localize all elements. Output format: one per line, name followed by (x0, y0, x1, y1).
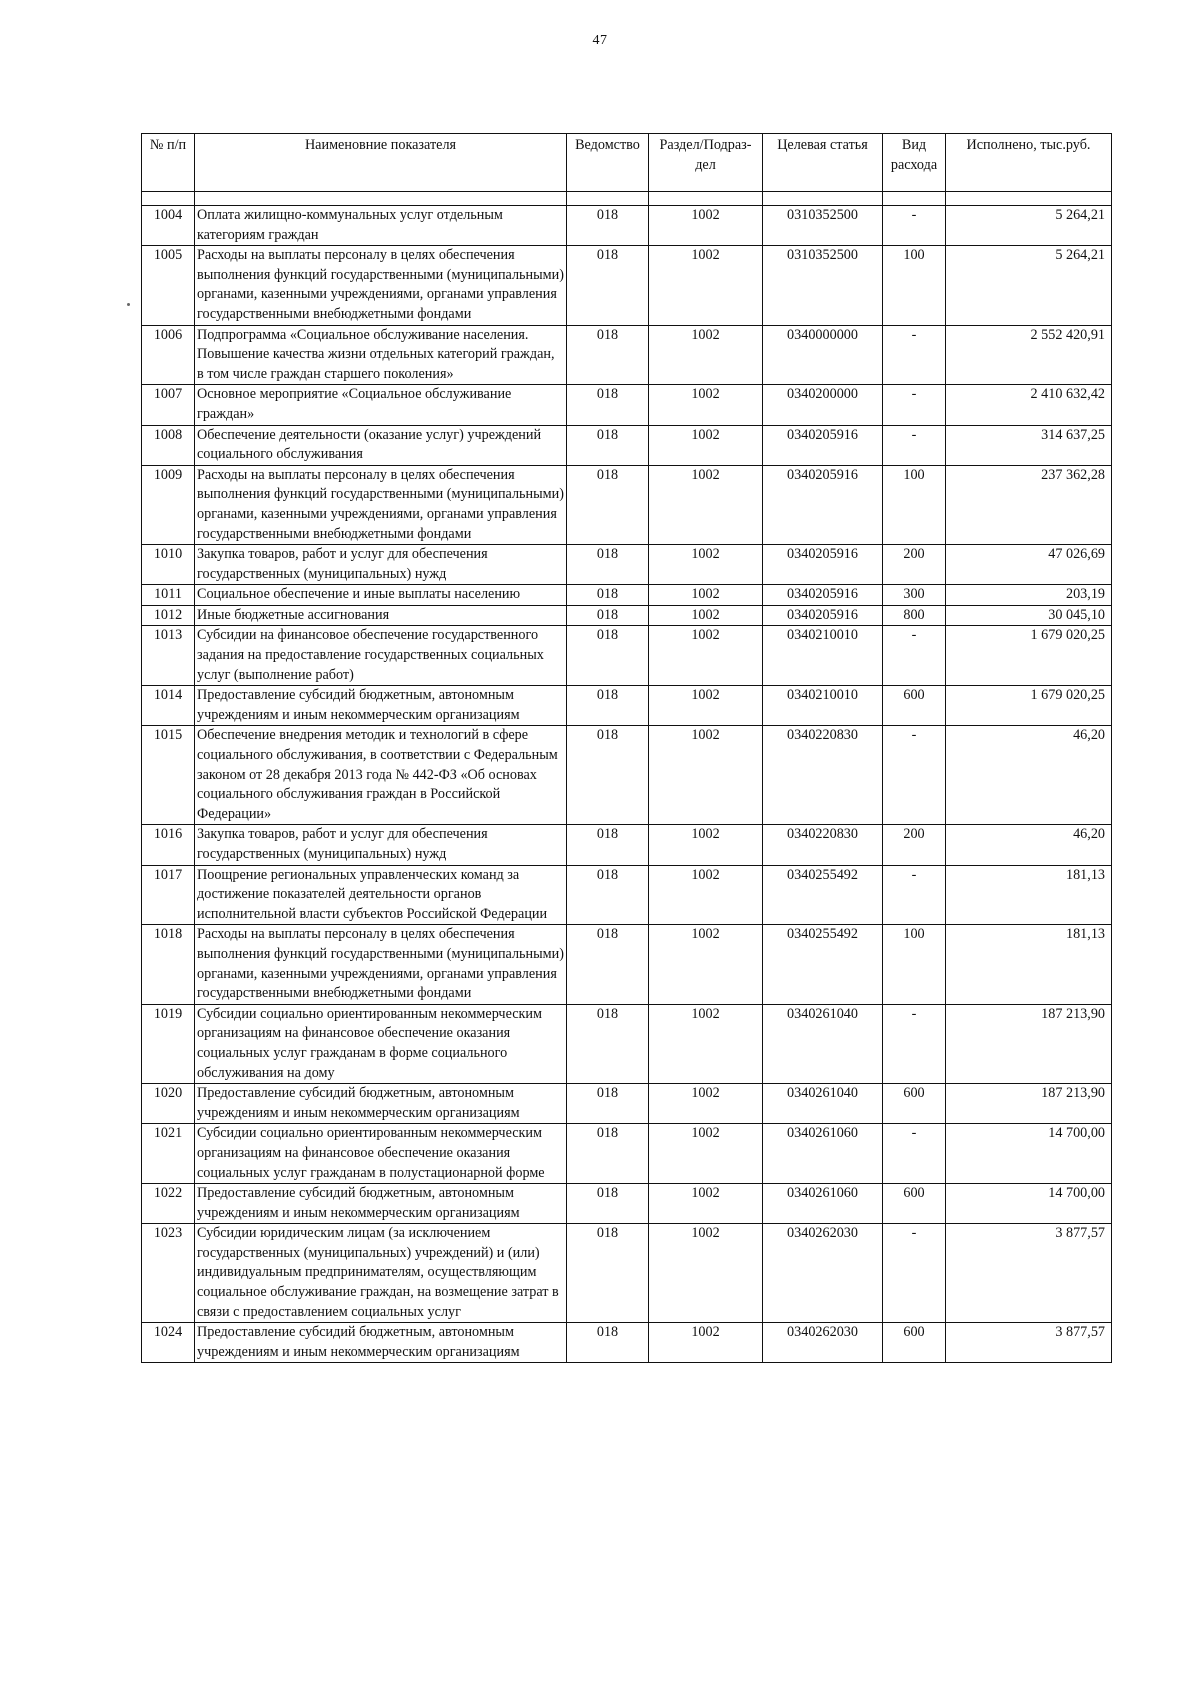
row-number: 1023 (142, 1224, 195, 1323)
row-amount: 46,20 (946, 726, 1112, 825)
row-number: 1024 (142, 1323, 195, 1363)
row-article: 0340210010 (763, 626, 883, 686)
header-section: Раздел/Подраз-дел (649, 134, 763, 192)
row-type: - (883, 385, 946, 425)
row-dept: 018 (567, 1224, 649, 1323)
row-name: Расходы на выплаты персоналу в целях обеспечения выполнения функций государственными (муниципальными) органами, казенными учреждениями, органами управления государственными внебюджетными фондами (195, 465, 567, 544)
header-dept: Ведомство (567, 134, 649, 192)
row-section: 1002 (649, 1004, 763, 1083)
row-section: 1002 (649, 825, 763, 865)
row-dept: 018 (567, 726, 649, 825)
table-row (142, 925, 1112, 1004)
row-number: 1009 (142, 465, 195, 544)
row-section: 1002 (649, 1084, 763, 1124)
table-body (142, 206, 1112, 1363)
row-dept: 018 (567, 425, 649, 465)
table-row (142, 425, 1112, 465)
row-amount: 187 213,90 (946, 1004, 1112, 1083)
table-row (142, 1124, 1112, 1184)
row-amount: 2 410 632,42 (946, 385, 1112, 425)
row-article: 0340205916 (763, 545, 883, 585)
row-type: 100 (883, 925, 946, 1004)
row-type: 600 (883, 1184, 946, 1224)
row-article: 0340205916 (763, 465, 883, 544)
row-article: 0340205916 (763, 605, 883, 626)
row-name: Закупка товаров, работ и услуг для обеспечения государственных (муниципальных) нужд (195, 545, 567, 585)
row-amount: 46,20 (946, 825, 1112, 865)
row-number: 1004 (142, 206, 195, 246)
row-amount: 181,13 (946, 865, 1112, 925)
row-number: 1022 (142, 1184, 195, 1224)
row-amount: 5 264,21 (946, 206, 1112, 246)
header-no: № п/п (142, 134, 195, 192)
row-name: Предоставление субсидий бюджетным, автономным учреждениям и иным некоммерческим организациям (195, 686, 567, 726)
row-article: 0340262030 (763, 1224, 883, 1323)
row-amount: 14 700,00 (946, 1124, 1112, 1184)
table-row (142, 686, 1112, 726)
row-name: Поощрение региональных управленческих команд за достижение показателей деятельности органов исполнительной власти субъектов Российской Федерации (195, 865, 567, 925)
row-section: 1002 (649, 925, 763, 1004)
row-article: 0340210010 (763, 686, 883, 726)
table-row (142, 1004, 1112, 1083)
row-amount: 187 213,90 (946, 1084, 1112, 1124)
row-amount: 3 877,57 (946, 1224, 1112, 1323)
table-row (142, 325, 1112, 385)
row-type: - (883, 1124, 946, 1184)
table-row (142, 465, 1112, 544)
table-row (142, 246, 1112, 325)
table-header-row (142, 134, 1112, 192)
row-number: 1005 (142, 246, 195, 325)
row-amount: 237 362,28 (946, 465, 1112, 544)
row-number: 1011 (142, 585, 195, 606)
row-dept: 018 (567, 325, 649, 385)
row-type: 600 (883, 686, 946, 726)
row-name: Обеспечение деятельности (оказание услуг) учреждений социального обслуживания (195, 425, 567, 465)
row-dept: 018 (567, 1124, 649, 1184)
header-type: Вид расхода (883, 134, 946, 192)
table-row (142, 626, 1112, 686)
row-dept: 018 (567, 465, 649, 544)
header-article: Целевая статья (763, 134, 883, 192)
table-row (142, 1323, 1112, 1363)
expenditure-table (141, 133, 1112, 1363)
row-number: 1012 (142, 605, 195, 626)
row-dept: 018 (567, 825, 649, 865)
row-type: 600 (883, 1323, 946, 1363)
row-name: Закупка товаров, работ и услуг для обеспечения государственных (муниципальных) нужд (195, 825, 567, 865)
row-section: 1002 (649, 385, 763, 425)
row-number: 1020 (142, 1084, 195, 1124)
table-row (142, 1184, 1112, 1224)
row-dept: 018 (567, 686, 649, 726)
row-section: 1002 (649, 545, 763, 585)
row-amount: 14 700,00 (946, 1184, 1112, 1224)
row-type: - (883, 1004, 946, 1083)
row-amount: 181,13 (946, 925, 1112, 1004)
row-dept: 018 (567, 626, 649, 686)
row-amount: 314 637,25 (946, 425, 1112, 465)
row-name: Субсидии на финансовое обеспечение государственного задания на предоставление государственных социальных услуг (выполнение работ) (195, 626, 567, 686)
row-type: - (883, 626, 946, 686)
row-section: 1002 (649, 325, 763, 385)
row-article: 0340255492 (763, 865, 883, 925)
row-number: 1008 (142, 425, 195, 465)
row-number: 1016 (142, 825, 195, 865)
row-type: 800 (883, 605, 946, 626)
row-dept: 018 (567, 385, 649, 425)
row-type: - (883, 726, 946, 825)
row-article: 0340205916 (763, 585, 883, 606)
row-number: 1017 (142, 865, 195, 925)
row-section: 1002 (649, 686, 763, 726)
row-number: 1015 (142, 726, 195, 825)
row-article: 0340261040 (763, 1084, 883, 1124)
row-dept: 018 (567, 605, 649, 626)
row-dept: 018 (567, 545, 649, 585)
row-name: Субсидии социально ориентированным некоммерческим организациям на финансовое обеспечение оказания социальных услуг гражданам в полустационарной форме (195, 1124, 567, 1184)
row-section: 1002 (649, 246, 763, 325)
table-row (142, 726, 1112, 825)
row-article: 0340255492 (763, 925, 883, 1004)
table-row (142, 825, 1112, 865)
row-number: 1007 (142, 385, 195, 425)
row-number: 1021 (142, 1124, 195, 1184)
row-number: 1013 (142, 626, 195, 686)
row-section: 1002 (649, 1124, 763, 1184)
row-section: 1002 (649, 206, 763, 246)
row-type: 300 (883, 585, 946, 606)
table-row (142, 1224, 1112, 1323)
page-number: 47 (592, 33, 608, 48)
row-dept: 018 (567, 925, 649, 1004)
row-article: 0340261060 (763, 1184, 883, 1224)
row-name: Подпрограмма «Социальное обслуживание населения. Повышение качества жизни отдельных категорий граждан, в том числе граждан старшего поколения» (195, 325, 567, 385)
row-number: 1014 (142, 686, 195, 726)
row-name: Оплата жилищно-коммунальных услуг отдельным категориям граждан (195, 206, 567, 246)
row-type: - (883, 425, 946, 465)
row-name: Социальное обеспечение и иные выплаты населению (195, 585, 567, 606)
row-amount: 203,19 (946, 585, 1112, 606)
row-type: 600 (883, 1084, 946, 1124)
header-amount: Исполнено, тыс.руб. (946, 134, 1112, 192)
row-name: Расходы на выплаты персоналу в целях обеспечения выполнения функций государственными (муниципальными) органами, казенными учреждениями, органами управления государственными внебюджетными фондами (195, 246, 567, 325)
row-number: 1010 (142, 545, 195, 585)
row-type: - (883, 325, 946, 385)
row-article: 0340261040 (763, 1004, 883, 1083)
row-dept: 018 (567, 206, 649, 246)
row-section: 1002 (649, 585, 763, 606)
table-row (142, 605, 1112, 626)
row-article: 0340200000 (763, 385, 883, 425)
row-dept: 018 (567, 246, 649, 325)
row-name: Предоставление субсидий бюджетным, автономным учреждениям и иным некоммерческим организациям (195, 1084, 567, 1124)
row-dept: 018 (567, 585, 649, 606)
table-row (142, 1084, 1112, 1124)
row-article: 0340261060 (763, 1124, 883, 1184)
row-section: 1002 (649, 425, 763, 465)
row-article: 0340220830 (763, 825, 883, 865)
row-article: 0340220830 (763, 726, 883, 825)
row-type: - (883, 206, 946, 246)
row-section: 1002 (649, 626, 763, 686)
row-dept: 018 (567, 1084, 649, 1124)
row-section: 1002 (649, 1323, 763, 1363)
row-section: 1002 (649, 1184, 763, 1224)
row-section: 1002 (649, 465, 763, 544)
scan-dot (127, 303, 130, 306)
row-article: 0340000000 (763, 325, 883, 385)
row-amount: 1 679 020,25 (946, 626, 1112, 686)
header-spacer-row (142, 192, 1112, 206)
row-name: Предоставление субсидий бюджетным, автономным учреждениям и иным некоммерческим организациям (195, 1323, 567, 1363)
row-dept: 018 (567, 1184, 649, 1224)
header-name: Наименовние показателя (195, 134, 567, 192)
row-number: 1006 (142, 325, 195, 385)
row-dept: 018 (567, 1004, 649, 1083)
row-type: 200 (883, 545, 946, 585)
row-number: 1018 (142, 925, 195, 1004)
table-row (142, 865, 1112, 925)
row-name: Основное мероприятие «Социальное обслуживание граждан» (195, 385, 567, 425)
row-section: 1002 (649, 726, 763, 825)
row-article: 0310352500 (763, 206, 883, 246)
row-amount: 3 877,57 (946, 1323, 1112, 1363)
row-dept: 018 (567, 1323, 649, 1363)
row-section: 1002 (649, 605, 763, 626)
row-type: 100 (883, 465, 946, 544)
row-amount: 2 552 420,91 (946, 325, 1112, 385)
table-row (142, 206, 1112, 246)
row-name: Предоставление субсидий бюджетным, автономным учреждениям и иным некоммерческим организациям (195, 1184, 567, 1224)
row-amount: 47 026,69 (946, 545, 1112, 585)
table-row (142, 585, 1112, 606)
row-name: Субсидии социально ориентированным некоммерческим организациям на финансовое обеспечение оказания социальных услуг гражданам в форме социального обслуживания на дому (195, 1004, 567, 1083)
row-article: 0310352500 (763, 246, 883, 325)
row-type: - (883, 865, 946, 925)
row-section: 1002 (649, 865, 763, 925)
row-type: 200 (883, 825, 946, 865)
row-article: 0340205916 (763, 425, 883, 465)
row-article: 0340262030 (763, 1323, 883, 1363)
row-type: - (883, 1224, 946, 1323)
row-number: 1019 (142, 1004, 195, 1083)
row-dept: 018 (567, 865, 649, 925)
row-amount: 30 045,10 (946, 605, 1112, 626)
row-amount: 1 679 020,25 (946, 686, 1112, 726)
row-section: 1002 (649, 1224, 763, 1323)
row-name: Субсидии юридическим лицам (за исключением государственных (муниципальных) учреждений) и (или) индивидуальным предпринимателям, осуществляющим социальное обслуживание граждан, на возмещение затрат в связи с предоставлением социальных услуг (195, 1224, 567, 1323)
row-name: Обеспечение внедрения методик и технологий в сфере социального обслуживания, в соответствии с Федеральным законом от 28 декабря 2013 года № 442-ФЗ «Об основах социального обслуживания граждан в Российской Федерации» (195, 726, 567, 825)
table-row (142, 545, 1112, 585)
row-name: Расходы на выплаты персоналу в целях обеспечения выполнения функций государственными (муниципальными) органами, казенными учреждениями, органами управления государственными внебюджетными фондами (195, 925, 567, 1004)
table-row (142, 385, 1112, 425)
row-name: Иные бюджетные ассигнования (195, 605, 567, 626)
row-amount: 5 264,21 (946, 246, 1112, 325)
row-type: 100 (883, 246, 946, 325)
